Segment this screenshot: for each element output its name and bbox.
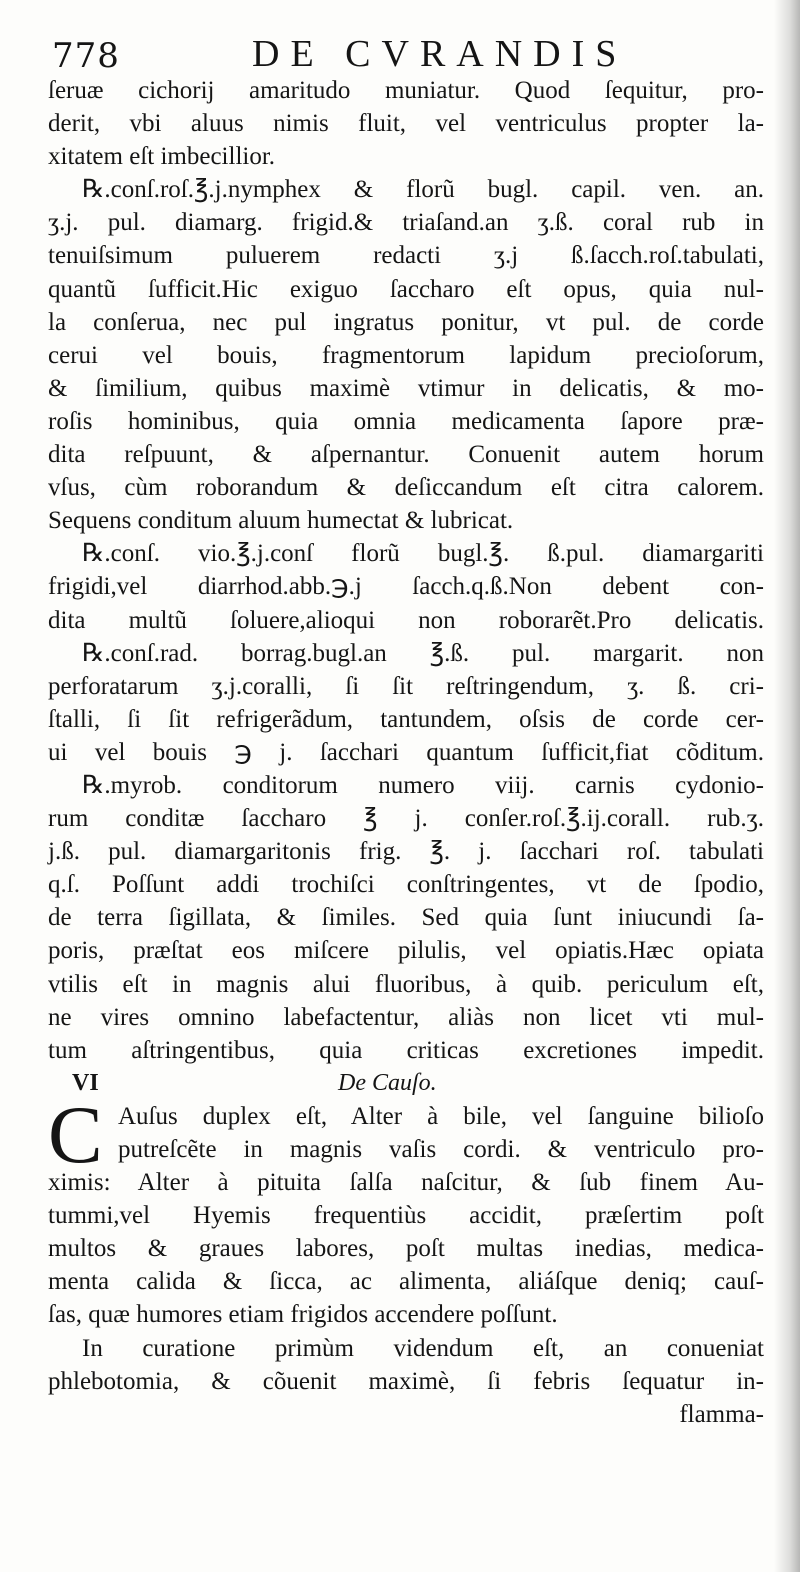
recipe-line: rum conditæ ſaccharo ℥ j. conſer.roſ.℥.ij.corall. rub.ʒ. [48,805,764,833]
section-title: De Cauſo. [338,1069,437,1096]
text-line: ſas, quæ humores etiam frigidos accendere poſſunt. [48,1301,558,1329]
text-line: ximis: Alter à pituita ſalſa naſcitur, & ſub finem Au- [48,1169,764,1197]
recipe-line: quantũ ſufficit.Hic exiguo ſaccharo eſt opus, quia nul- [48,275,764,303]
text-line: ſeruæ cichorij amaritudo muniatur. Quod ſequitur, pro- [48,77,764,104]
recipe-line: tenuiſsimum puluerem redacti ʒ.j ß.ſacch.roſ.tabulati, [48,242,764,270]
catchword: flamma- [679,1400,764,1428]
drop-cap: C [48,1088,103,1180]
text-line: xitatem eſt imbecillior. [48,143,276,171]
recipe-line: roſis hominibus, quia omnia medicamenta ſapore præ- [48,407,764,435]
section-number: VI [72,1069,99,1096]
recipe-line: tum aſtringentibus, quia criticas excretiones impedit. [48,1036,764,1064]
recipe-line: vtilis eſt in magnis alui fluoribus, à quib. periculum eſt, [48,970,764,998]
recipe-line: vſus, cùm roborandum & deſiccandum eſt citra calorem. [48,474,764,502]
text-line: Auſus duplex eſt, Alter à bile, vel ſanguine bilioſo [118,1102,764,1130]
text-line: putreſcẽte in magnis vaſis cordi. & ventriculo pro- [118,1136,764,1163]
page-number: 778 [52,36,120,76]
text-line: multos & graues labores, poſt multas inedias, medica- [48,1235,764,1263]
recipe-line: q.ſ. Poſſunt addi trochiſci conſtringentes, vt de ſpodio, [48,871,764,899]
text-line: In curatione primùm videndum eſt, an conueniat [82,1334,764,1362]
recipe-line: j.ß. pul. diamargaritonis frig. ℥. j. ſacchari roſ. tabulati [48,838,764,866]
body-text [48,74,764,1431]
recipe-line: ℞.conſ. vio.℥.j.conſ florũ bugl.℥. ß.pul. diamargariti [82,540,764,568]
recipe-line: cerui vel bouis, fragmentorum lapidum precioſorum, [48,341,764,369]
recipe-line: ℞.myrob. conditorum numero viij. carnis cydonio- [82,771,764,799]
recipe-line: poris, præſtat eos miſcere pilulis, vel opiatis.Hæc opiata [48,937,764,965]
text-line: menta calida & ſicca, ac alimenta, aliáſque deniq; cauſ- [48,1268,764,1296]
recipe-line: dita multũ ſoluere,alioqui non roborarẽt.Pro delicatis. [48,606,764,634]
running-title: DE CVRANDIS [252,33,628,75]
recipe-line: ℞.conſ.roſ.℥.j.nymphex & florũ bugl. capil. ven. an. [82,176,764,204]
recipe-line: ℞.conſ.rad. borrag.bugl.an ℥.ß. pul. margarit. non [82,639,764,667]
recipe-line: frigidi,vel diarrhod.abb.℈.j ſacch.q.ß.Non debent con- [48,573,764,601]
recipe-line: perforatarum ʒ.j.coralli, ſi ſit reſtringendum, ʒ. ß. cri- [48,672,764,700]
recipe-line: ſtalli, ſi ſit refrigerãdum, tantundem, oſsis de corde cer- [48,705,764,733]
running-head [52,32,772,78]
recipe-line: & ſimilium, quibus maximè vtimur in delicatis, & mo- [48,374,764,402]
recipe-line: ʒ.j. pul. diamarg. frigid.& triaſand.an ʒ.ß. coral rub in [48,209,764,237]
recipe-line: de terra ſigillata, & ſimiles. Sed quia ſunt iniucundi ſa- [48,904,764,932]
spine-shadow [774,0,800,1572]
text-line: tummi,vel Hyemis frequentiùs accidit, præſertim poſt [48,1202,764,1230]
text-line: phlebotomia, & cõuenit maximè, ſi febris ſequatur in- [48,1367,764,1395]
section-heading [48,1067,764,1100]
recipe-line: Sequens conditum aluum humectat & lubricat. [48,507,514,535]
section-paragraph [48,1088,764,1332]
text-line: derit, vbi aluus nimis fluit, vel ventriculus propter la- [48,110,764,138]
recipe-line: la conſerua, nec pul ingratus ponitur, vt pul. de corde [48,308,764,336]
recipe-line: ui vel bouis ℈ j. ſacchari quantum ſufficit,fiat cõditum. [48,738,764,766]
recipe-line: dita reſpuunt, & aſpernantur. Conuenit autem horum [48,441,764,469]
recipe-line: ne vires omnino labefactentur, aliàs non licet vti mul- [48,1003,764,1031]
